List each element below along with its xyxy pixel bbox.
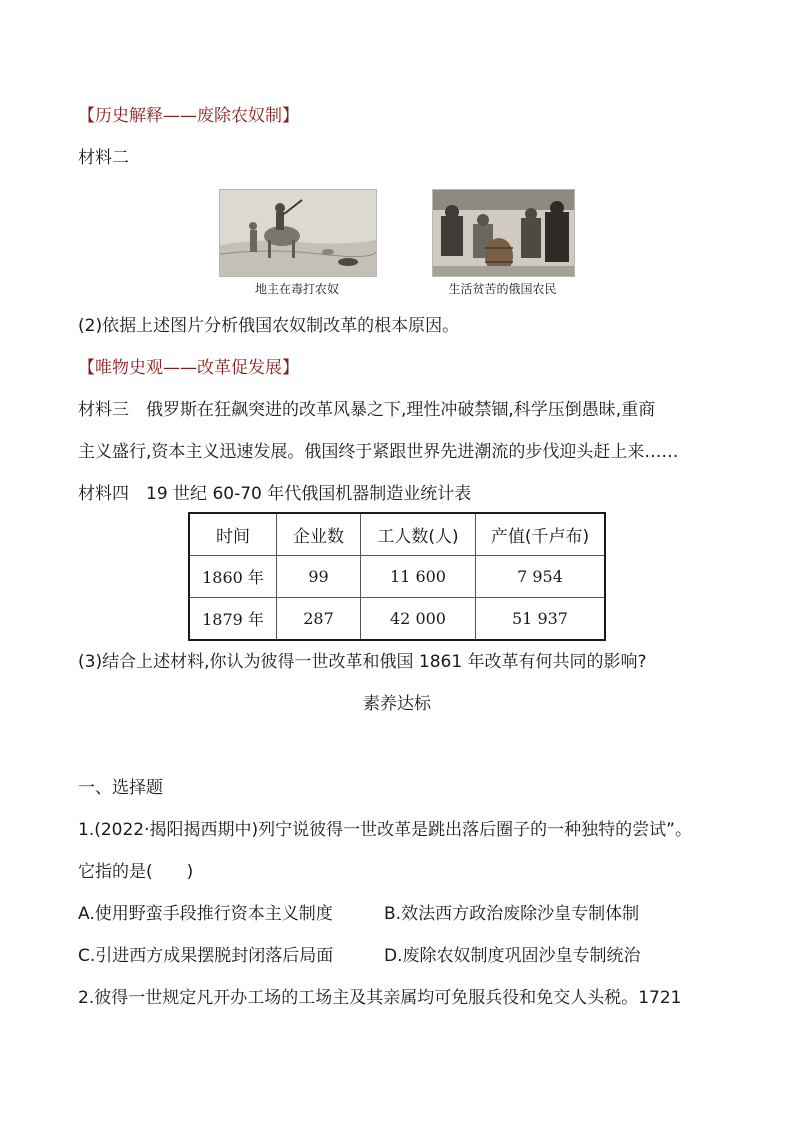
material-two-label: 材料二 <box>78 148 129 168</box>
poor-russian-peasants-image <box>432 189 575 277</box>
option-a: A.使用野蛮手段推行资本主义制度 <box>78 904 333 924</box>
engraving-illustration-left <box>220 190 376 276</box>
header-time: 时间 <box>189 513 277 556</box>
cell-output: 51 937 <box>476 598 606 641</box>
header-enterprises: 企业数 <box>277 513 361 556</box>
engraving-illustration-right <box>433 190 574 276</box>
cell-output: 7 954 <box>476 556 606 598</box>
cell-workers: 11 600 <box>361 556 476 598</box>
section-heading-literacy: 素养达标 <box>363 694 431 714</box>
table-row <box>189 598 605 641</box>
cell-enterprises: 287 <box>277 598 361 641</box>
material-four-label: 材料四 19 世纪 60-70 年代俄国机器制造业统计表 <box>78 484 472 504</box>
material-three-line-2: 主义盛行,资本主义迅速发展。俄国终于紧跟世界先进潮流的步伐迎头赶上来…… <box>78 442 679 462</box>
option-d: D.废除农奴制度巩固沙皇专制统治 <box>384 946 641 966</box>
part-one-title: 一、选择题 <box>78 778 163 798</box>
section-title-materialism: 【唯物史观——改革促发展】 <box>78 358 299 378</box>
question-three: (3)结合上述材料,你认为彼得一世改革和俄国 1861 年改革有何共同的影响? <box>78 652 647 672</box>
caption-landlord-beating-serf: 地主在毒打农奴 <box>254 282 339 296</box>
cell-workers: 42 000 <box>361 598 476 641</box>
section-title-history-explanation: 【历史解释——废除农奴制】 <box>78 106 299 126</box>
cell-year: 1860 年 <box>189 556 277 598</box>
cell-year: 1879 年 <box>189 598 277 641</box>
header-output: 产值(千卢布) <box>476 513 606 556</box>
question-one-line-1: 1.(2022·揭阳揭西期中)列宁说彼得一世改革是跳出落后圈子的一种独特的尝试”。 <box>78 820 692 840</box>
question-one-line-2: 它指的是( ) <box>78 862 194 882</box>
option-c: C.引进西方成果摆脱封闭落后局面 <box>78 946 334 966</box>
material-three-line-1: 材料三 俄罗斯在狂飙突进的改革风暴之下,理性冲破禁锢,科学压倒愚昧,重商 <box>78 400 656 420</box>
question-two-line-1: 2.彼得一世规定凡开办工场的工场主及其亲属均可免服兵役和免交人头税。1721 <box>78 988 682 1008</box>
machine-industry-statistics-table <box>188 512 606 641</box>
option-b: B.效法西方政治废除沙皇专制体制 <box>384 904 640 924</box>
table-row <box>189 556 605 598</box>
header-workers: 工人数(人) <box>361 513 476 556</box>
cell-enterprises: 99 <box>277 556 361 598</box>
caption-poor-russian-peasants: 生活贫苦的俄国农民 <box>448 282 557 296</box>
table-header-row <box>189 513 605 556</box>
landlord-beating-serf-image <box>219 189 377 277</box>
question-two: (2)依据上述图片分析俄国农奴制改革的根本原因。 <box>78 316 460 336</box>
